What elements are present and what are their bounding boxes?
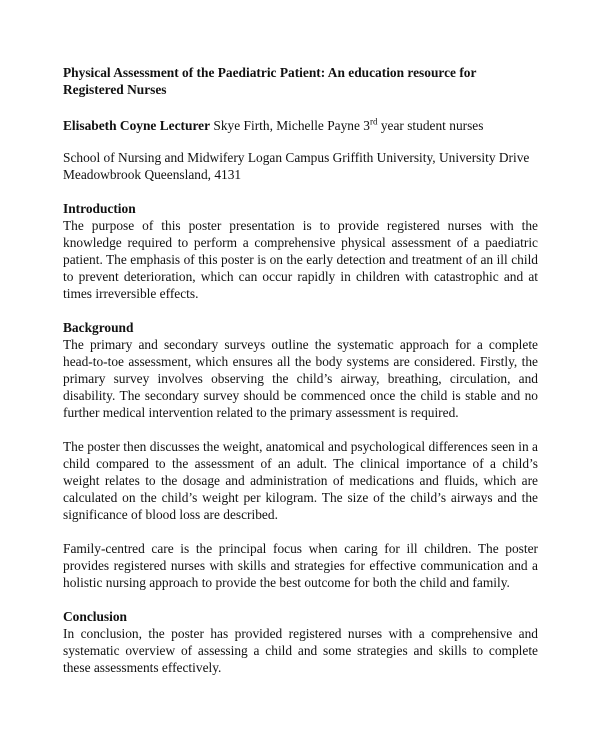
background-heading: Background	[63, 320, 134, 335]
coauthors-suffix: year student nurses	[377, 118, 484, 133]
ordinal-superscript: rd	[369, 116, 378, 127]
conclusion-section	[63, 608, 538, 676]
lead-author: Elisabeth Coyne Lecturer	[63, 118, 211, 133]
conclusion-heading: Conclusion	[63, 609, 127, 624]
background-paragraph-2: The poster then discusses the weight, anatomical and psychological differences seen in a child compared to the assessment of an adult. The clinical importance of a child’s weight relates to the dosage and administration of medications and fluids, which are calculated on the child’s weight per kilogram. The size of the child’s airways and the significance of blood loss are described.	[63, 439, 538, 522]
background-section	[63, 319, 538, 591]
background-paragraph-3: Family-centred care is the principal focus when caring for ill children. The poster provides registered nurses with skills and strategies for effective communication and a holistic nursing approach to provide the best outcome for both the child and family.	[63, 541, 538, 590]
introduction-paragraph: The purpose of this poster presentation is to provide registered nurses with the knowledge required to perform a comprehensive physical assessment of a paediatric patient. The emphasis of this poster is on the early detection and treatment of an ill child to prevent deterioration, which can occur rapidly in children with catastrophic and at times irreversible effects.	[63, 218, 538, 301]
introduction-section	[63, 200, 538, 302]
coauthors: Skye Firth, Michelle Payne 3	[210, 118, 370, 133]
conclusion-paragraph: In conclusion, the poster has provided registered nurses with a comprehensive and systematic overview of assessing a child and some strategies and skills to complete these assessments effectively.	[63, 626, 538, 675]
background-paragraph-1: The primary and secondary surveys outline the systematic approach for a complete head-to-toe assessment, which ensures all the body systems are considered. Firstly, the primary survey involves observing the child’s airway, breathing, circulation, and disability. The secondary survey should be commenced once the child is stable and no further medical intervention related to the primary assessment is required.	[63, 337, 538, 420]
affiliation: School of Nursing and Midwifery Logan Campus Griffith University, University Drive Meadowbrook Queensland, 4131	[63, 150, 530, 182]
author-line	[63, 117, 538, 134]
document-title: Physical Assessment of the Paediatric Patient: An education resource for Registered Nurses	[63, 65, 477, 97]
introduction-heading: Introduction	[63, 201, 136, 216]
